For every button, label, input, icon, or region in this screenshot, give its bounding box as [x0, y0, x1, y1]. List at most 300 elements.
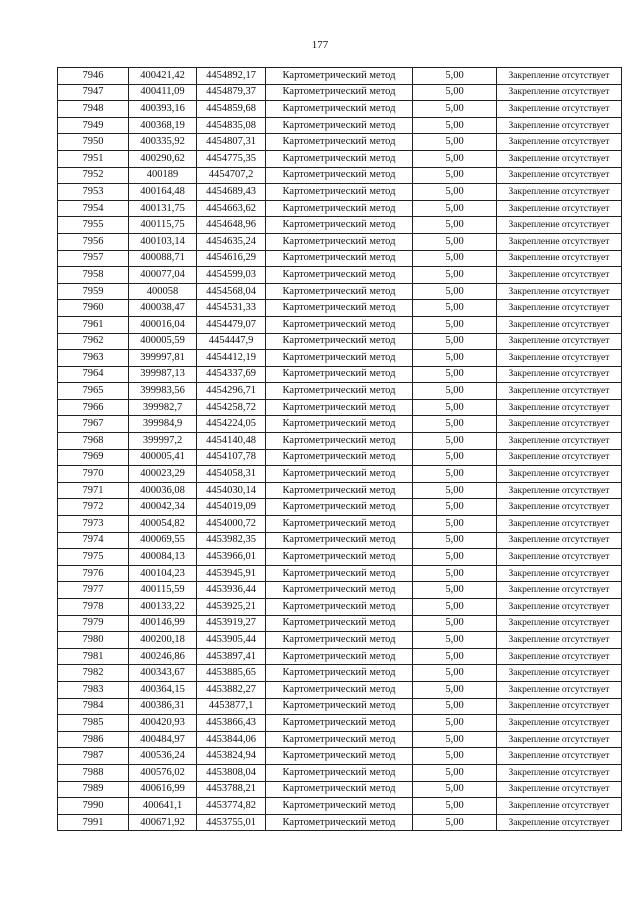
- x-coordinate-cell: 399997,2: [129, 433, 197, 450]
- x-coordinate-cell: 400036,08: [129, 482, 197, 499]
- method-cell: Картометрический метод: [266, 433, 413, 450]
- method-cell: Картометрический метод: [266, 549, 413, 566]
- accuracy-cell: 5,00: [413, 250, 497, 267]
- table-row: [58, 482, 622, 499]
- x-coordinate-cell: 400133,22: [129, 599, 197, 616]
- method-cell: Картометрический метод: [266, 350, 413, 367]
- accuracy-cell: 5,00: [413, 68, 497, 85]
- x-coordinate-cell: 400536,24: [129, 748, 197, 765]
- point-number-cell: 7990: [58, 798, 129, 815]
- fixation-cell: Закрепление отсутствует: [497, 449, 622, 466]
- method-cell: Картометрический метод: [266, 615, 413, 632]
- y-coordinate-cell: 4454663,62: [197, 200, 266, 217]
- accuracy-cell: 5,00: [413, 748, 497, 765]
- fixation-cell: Закрепление отсутствует: [497, 84, 622, 101]
- x-coordinate-cell: 399997,81: [129, 350, 197, 367]
- fixation-cell: Закрепление отсутствует: [497, 698, 622, 715]
- method-cell: Картометрический метод: [266, 399, 413, 416]
- fixation-cell: Закрепление отсутствует: [497, 68, 622, 85]
- point-number-cell: 7973: [58, 516, 129, 533]
- accuracy-cell: 5,00: [413, 798, 497, 815]
- point-number-cell: 7986: [58, 731, 129, 748]
- table-row: [58, 267, 622, 284]
- accuracy-cell: 5,00: [413, 416, 497, 433]
- table-row: [58, 416, 622, 433]
- point-number-cell: 7975: [58, 549, 129, 566]
- point-number-cell: 7963: [58, 350, 129, 367]
- accuracy-cell: 5,00: [413, 565, 497, 582]
- table-row: [58, 134, 622, 151]
- table-row: [58, 167, 622, 184]
- x-coordinate-cell: 400421,42: [129, 68, 197, 85]
- method-cell: Картометрический метод: [266, 731, 413, 748]
- method-cell: Картометрический метод: [266, 814, 413, 831]
- fixation-cell: Закрепление отсутствует: [497, 499, 622, 516]
- table-row: [58, 283, 622, 300]
- fixation-cell: Закрепление отсутствует: [497, 416, 622, 433]
- x-coordinate-cell: 400103,14: [129, 233, 197, 250]
- point-number-cell: 7958: [58, 267, 129, 284]
- x-coordinate-cell: 400484,97: [129, 731, 197, 748]
- coordinates-table-body: [58, 68, 622, 831]
- x-coordinate-cell: 400005,41: [129, 449, 197, 466]
- fixation-cell: Закрепление отсутствует: [497, 715, 622, 732]
- fixation-cell: Закрепление отсутствует: [497, 599, 622, 616]
- table-row: [58, 250, 622, 267]
- point-number-cell: 7966: [58, 399, 129, 416]
- accuracy-cell: 5,00: [413, 184, 497, 201]
- accuracy-cell: 5,00: [413, 350, 497, 367]
- point-number-cell: 7954: [58, 200, 129, 217]
- method-cell: Картометрический метод: [266, 333, 413, 350]
- fixation-cell: Закрепление отсутствует: [497, 167, 622, 184]
- x-coordinate-cell: 400115,59: [129, 582, 197, 599]
- method-cell: Картометрический метод: [266, 665, 413, 682]
- fixation-cell: Закрепление отсутствует: [497, 134, 622, 151]
- table-row: [58, 499, 622, 516]
- table-row: [58, 233, 622, 250]
- accuracy-cell: 5,00: [413, 316, 497, 333]
- fixation-cell: Закрепление отсутствует: [497, 217, 622, 234]
- method-cell: Картометрический метод: [266, 648, 413, 665]
- x-coordinate-cell: 400131,75: [129, 200, 197, 217]
- table-row: [58, 516, 622, 533]
- method-cell: Картометрический метод: [266, 466, 413, 483]
- accuracy-cell: 5,00: [413, 300, 497, 317]
- fixation-cell: Закрепление отсутствует: [497, 665, 622, 682]
- x-coordinate-cell: 400246,86: [129, 648, 197, 665]
- point-number-cell: 7985: [58, 715, 129, 732]
- y-coordinate-cell: 4454479,07: [197, 316, 266, 333]
- x-coordinate-cell: 400058: [129, 283, 197, 300]
- accuracy-cell: 5,00: [413, 532, 497, 549]
- accuracy-cell: 5,00: [413, 731, 497, 748]
- table-row: [58, 565, 622, 582]
- method-cell: Картометрический метод: [266, 764, 413, 781]
- point-number-cell: 7965: [58, 383, 129, 400]
- fixation-cell: Закрепление отсутствует: [497, 731, 622, 748]
- fixation-cell: Закрепление отсутствует: [497, 582, 622, 599]
- method-cell: Картометрический метод: [266, 499, 413, 516]
- x-coordinate-cell: 400115,75: [129, 217, 197, 234]
- table-row: [58, 200, 622, 217]
- fixation-cell: Закрепление отсутствует: [497, 615, 622, 632]
- table-row: [58, 748, 622, 765]
- y-coordinate-cell: 4454568,04: [197, 283, 266, 300]
- y-coordinate-cell: 4453905,44: [197, 632, 266, 649]
- y-coordinate-cell: 4454531,33: [197, 300, 266, 317]
- y-coordinate-cell: 4454058,31: [197, 466, 266, 483]
- y-coordinate-cell: 4454447,9: [197, 333, 266, 350]
- x-coordinate-cell: 400411,09: [129, 84, 197, 101]
- point-number-cell: 7957: [58, 250, 129, 267]
- table-row: [58, 798, 622, 815]
- point-number-cell: 7989: [58, 781, 129, 798]
- method-cell: Картометрический метод: [266, 798, 413, 815]
- y-coordinate-cell: 4454258,72: [197, 399, 266, 416]
- method-cell: Картометрический метод: [266, 316, 413, 333]
- y-coordinate-cell: 4454707,2: [197, 167, 266, 184]
- x-coordinate-cell: 400368,19: [129, 117, 197, 134]
- method-cell: Картометрический метод: [266, 599, 413, 616]
- x-coordinate-cell: 400164,48: [129, 184, 197, 201]
- y-coordinate-cell: 4453936,44: [197, 582, 266, 599]
- x-coordinate-cell: 400084,13: [129, 549, 197, 566]
- table-row: [58, 150, 622, 167]
- x-coordinate-cell: 400616,99: [129, 781, 197, 798]
- y-coordinate-cell: 4453919,27: [197, 615, 266, 632]
- accuracy-cell: 5,00: [413, 698, 497, 715]
- x-coordinate-cell: 400069,55: [129, 532, 197, 549]
- fixation-cell: Закрепление отсутствует: [497, 764, 622, 781]
- table-row: [58, 399, 622, 416]
- accuracy-cell: 5,00: [413, 233, 497, 250]
- accuracy-cell: 5,00: [413, 333, 497, 350]
- y-coordinate-cell: 4454879,37: [197, 84, 266, 101]
- method-cell: Картометрический метод: [266, 167, 413, 184]
- fixation-cell: Закрепление отсутствует: [497, 798, 622, 815]
- point-number-cell: 7982: [58, 665, 129, 682]
- fixation-cell: Закрепление отсутствует: [497, 316, 622, 333]
- y-coordinate-cell: 4453824,94: [197, 748, 266, 765]
- table-row: [58, 764, 622, 781]
- method-cell: Картометрический метод: [266, 366, 413, 383]
- point-number-cell: 7980: [58, 632, 129, 649]
- point-number-cell: 7987: [58, 748, 129, 765]
- page-number: 177: [311, 39, 329, 51]
- accuracy-cell: 5,00: [413, 433, 497, 450]
- x-coordinate-cell: 400042,34: [129, 499, 197, 516]
- point-number-cell: 7952: [58, 167, 129, 184]
- method-cell: Картометрический метод: [266, 217, 413, 234]
- fixation-cell: Закрепление отсутствует: [497, 300, 622, 317]
- y-coordinate-cell: 4454616,29: [197, 250, 266, 267]
- y-coordinate-cell: 4454107,78: [197, 449, 266, 466]
- y-coordinate-cell: 4453866,43: [197, 715, 266, 732]
- accuracy-cell: 5,00: [413, 665, 497, 682]
- accuracy-cell: 5,00: [413, 283, 497, 300]
- method-cell: Картометрический метод: [266, 698, 413, 715]
- x-coordinate-cell: 400420,93: [129, 715, 197, 732]
- table-row: [58, 449, 622, 466]
- accuracy-cell: 5,00: [413, 516, 497, 533]
- table-row: [58, 814, 622, 831]
- point-number-cell: 7974: [58, 532, 129, 549]
- fixation-cell: Закрепление отсутствует: [497, 781, 622, 798]
- method-cell: Картометрический метод: [266, 250, 413, 267]
- table-row: [58, 466, 622, 483]
- accuracy-cell: 5,00: [413, 648, 497, 665]
- x-coordinate-cell: 400576,02: [129, 764, 197, 781]
- accuracy-cell: 5,00: [413, 764, 497, 781]
- accuracy-cell: 5,00: [413, 101, 497, 118]
- fixation-cell: Закрепление отсутствует: [497, 350, 622, 367]
- x-coordinate-cell: 400088,71: [129, 250, 197, 267]
- fixation-cell: Закрепление отсутствует: [497, 267, 622, 284]
- y-coordinate-cell: 4453897,41: [197, 648, 266, 665]
- accuracy-cell: 5,00: [413, 781, 497, 798]
- point-number-cell: 7988: [58, 764, 129, 781]
- point-number-cell: 7978: [58, 599, 129, 616]
- y-coordinate-cell: 4453808,04: [197, 764, 266, 781]
- accuracy-cell: 5,00: [413, 715, 497, 732]
- table-row: [58, 781, 622, 798]
- fixation-cell: Закрепление отсутствует: [497, 565, 622, 582]
- method-cell: Картометрический метод: [266, 565, 413, 582]
- point-number-cell: 7981: [58, 648, 129, 665]
- x-coordinate-cell: 400364,15: [129, 681, 197, 698]
- method-cell: Картометрический метод: [266, 681, 413, 698]
- point-number-cell: 7953: [58, 184, 129, 201]
- y-coordinate-cell: 4454019,09: [197, 499, 266, 516]
- method-cell: Картометрический метод: [266, 233, 413, 250]
- point-number-cell: 7948: [58, 101, 129, 118]
- table-row: [58, 698, 622, 715]
- accuracy-cell: 5,00: [413, 150, 497, 167]
- accuracy-cell: 5,00: [413, 399, 497, 416]
- method-cell: Картометрический метод: [266, 150, 413, 167]
- y-coordinate-cell: 4454775,35: [197, 150, 266, 167]
- method-cell: Картометрический метод: [266, 516, 413, 533]
- x-coordinate-cell: 400077,04: [129, 267, 197, 284]
- table-row: [58, 731, 622, 748]
- y-coordinate-cell: 4454835,08: [197, 117, 266, 134]
- y-coordinate-cell: 4454807,31: [197, 134, 266, 151]
- method-cell: Картометрический метод: [266, 101, 413, 118]
- method-cell: Картометрический метод: [266, 715, 413, 732]
- fixation-cell: Закрепление отсутствует: [497, 516, 622, 533]
- table-row: [58, 615, 622, 632]
- accuracy-cell: 5,00: [413, 167, 497, 184]
- y-coordinate-cell: 4454296,71: [197, 383, 266, 400]
- fixation-cell: Закрепление отсутствует: [497, 549, 622, 566]
- accuracy-cell: 5,00: [413, 84, 497, 101]
- fixation-cell: Закрепление отсутствует: [497, 283, 622, 300]
- table-row: [58, 433, 622, 450]
- point-number-cell: 7967: [58, 416, 129, 433]
- method-cell: Картометрический метод: [266, 300, 413, 317]
- fixation-cell: Закрепление отсутствует: [497, 482, 622, 499]
- table-row: [58, 184, 622, 201]
- y-coordinate-cell: 4454599,03: [197, 267, 266, 284]
- table-row: [58, 300, 622, 317]
- x-coordinate-cell: 400189: [129, 167, 197, 184]
- fixation-cell: Закрепление отсутствует: [497, 632, 622, 649]
- y-coordinate-cell: 4454030,14: [197, 482, 266, 499]
- y-coordinate-cell: 4453788,21: [197, 781, 266, 798]
- y-coordinate-cell: 4453882,27: [197, 681, 266, 698]
- point-number-cell: 7955: [58, 217, 129, 234]
- accuracy-cell: 5,00: [413, 582, 497, 599]
- table-row: [58, 681, 622, 698]
- method-cell: Картометрический метод: [266, 267, 413, 284]
- method-cell: Картометрический метод: [266, 416, 413, 433]
- fixation-cell: Закрепление отсутствует: [497, 101, 622, 118]
- accuracy-cell: 5,00: [413, 482, 497, 499]
- y-coordinate-cell: 4453755,01: [197, 814, 266, 831]
- x-coordinate-cell: 400343,67: [129, 665, 197, 682]
- accuracy-cell: 5,00: [413, 134, 497, 151]
- point-number-cell: 7984: [58, 698, 129, 715]
- y-coordinate-cell: 4453877,1: [197, 698, 266, 715]
- x-coordinate-cell: 400393,16: [129, 101, 197, 118]
- y-coordinate-cell: 4453774,82: [197, 798, 266, 815]
- y-coordinate-cell: 4453885,65: [197, 665, 266, 682]
- accuracy-cell: 5,00: [413, 632, 497, 649]
- method-cell: Картометрический метод: [266, 748, 413, 765]
- x-coordinate-cell: 399982,7: [129, 399, 197, 416]
- table-row: [58, 532, 622, 549]
- point-number-cell: 7991: [58, 814, 129, 831]
- fixation-cell: Закрепление отсутствует: [497, 399, 622, 416]
- table-row: [58, 333, 622, 350]
- y-coordinate-cell: 4453982,35: [197, 532, 266, 549]
- point-number-cell: 7960: [58, 300, 129, 317]
- y-coordinate-cell: 4453925,21: [197, 599, 266, 616]
- table-row: [58, 316, 622, 333]
- accuracy-cell: 5,00: [413, 217, 497, 234]
- fixation-cell: Закрепление отсутствует: [497, 532, 622, 549]
- table-row: [58, 350, 622, 367]
- fixation-cell: Закрепление отсутствует: [497, 333, 622, 350]
- accuracy-cell: 5,00: [413, 599, 497, 616]
- accuracy-cell: 5,00: [413, 117, 497, 134]
- point-number-cell: 7946: [58, 68, 129, 85]
- y-coordinate-cell: 4453844,06: [197, 731, 266, 748]
- method-cell: Картометрический метод: [266, 117, 413, 134]
- table-row: [58, 117, 622, 134]
- table-row: [58, 665, 622, 682]
- point-number-cell: 7976: [58, 565, 129, 582]
- point-number-cell: 7961: [58, 316, 129, 333]
- accuracy-cell: 5,00: [413, 615, 497, 632]
- accuracy-cell: 5,00: [413, 366, 497, 383]
- x-coordinate-cell: 400641,1: [129, 798, 197, 815]
- x-coordinate-cell: 400054,82: [129, 516, 197, 533]
- table-row: [58, 549, 622, 566]
- fixation-cell: Закрепление отсутствует: [497, 117, 622, 134]
- fixation-cell: Закрепление отсутствует: [497, 383, 622, 400]
- coordinates-table: [57, 67, 622, 831]
- x-coordinate-cell: 400335,92: [129, 134, 197, 151]
- y-coordinate-cell: 4453945,91: [197, 565, 266, 582]
- accuracy-cell: 5,00: [413, 449, 497, 466]
- method-cell: Картометрический метод: [266, 134, 413, 151]
- x-coordinate-cell: 400005,59: [129, 333, 197, 350]
- method-cell: Картометрический метод: [266, 632, 413, 649]
- method-cell: Картометрический метод: [266, 449, 413, 466]
- x-coordinate-cell: 399987,13: [129, 366, 197, 383]
- table-row: [58, 366, 622, 383]
- method-cell: Картометрический метод: [266, 84, 413, 101]
- point-number-cell: 7969: [58, 449, 129, 466]
- y-coordinate-cell: 4454140,48: [197, 433, 266, 450]
- x-coordinate-cell: 400200,18: [129, 632, 197, 649]
- y-coordinate-cell: 4454635,24: [197, 233, 266, 250]
- fixation-cell: Закрепление отсутствует: [497, 748, 622, 765]
- x-coordinate-cell: 400290,62: [129, 150, 197, 167]
- point-number-cell: 7962: [58, 333, 129, 350]
- point-number-cell: 7983: [58, 681, 129, 698]
- fixation-cell: Закрепление отсутствует: [497, 681, 622, 698]
- y-coordinate-cell: 4454337,69: [197, 366, 266, 383]
- table-row: [58, 648, 622, 665]
- point-number-cell: 7950: [58, 134, 129, 151]
- fixation-cell: Закрепление отсутствует: [497, 184, 622, 201]
- x-coordinate-cell: 400386,31: [129, 698, 197, 715]
- accuracy-cell: 5,00: [413, 499, 497, 516]
- table-row: [58, 68, 622, 85]
- point-number-cell: 7947: [58, 84, 129, 101]
- fixation-cell: Закрепление отсутствует: [497, 814, 622, 831]
- y-coordinate-cell: 4454892,17: [197, 68, 266, 85]
- accuracy-cell: 5,00: [413, 814, 497, 831]
- method-cell: Картометрический метод: [266, 184, 413, 201]
- fixation-cell: Закрепление отсутствует: [497, 150, 622, 167]
- fixation-cell: Закрепление отсутствует: [497, 233, 622, 250]
- point-number-cell: 7951: [58, 150, 129, 167]
- table-row: [58, 599, 622, 616]
- y-coordinate-cell: 4454648,96: [197, 217, 266, 234]
- method-cell: Картометрический метод: [266, 68, 413, 85]
- point-number-cell: 7968: [58, 433, 129, 450]
- x-coordinate-cell: 399984,9: [129, 416, 197, 433]
- accuracy-cell: 5,00: [413, 383, 497, 400]
- fixation-cell: Закрепление отсутствует: [497, 200, 622, 217]
- point-number-cell: 7979: [58, 615, 129, 632]
- method-cell: Картометрический метод: [266, 532, 413, 549]
- table-row: [58, 632, 622, 649]
- x-coordinate-cell: 400016,04: [129, 316, 197, 333]
- x-coordinate-cell: 400146,99: [129, 615, 197, 632]
- table-row: [58, 383, 622, 400]
- method-cell: Картометрический метод: [266, 781, 413, 798]
- fixation-cell: Закрепление отсутствует: [497, 366, 622, 383]
- y-coordinate-cell: 4454689,43: [197, 184, 266, 201]
- point-number-cell: 7971: [58, 482, 129, 499]
- table-row: [58, 84, 622, 101]
- fixation-cell: Закрепление отсутствует: [497, 466, 622, 483]
- point-number-cell: 7964: [58, 366, 129, 383]
- x-coordinate-cell: 400023,29: [129, 466, 197, 483]
- accuracy-cell: 5,00: [413, 200, 497, 217]
- y-coordinate-cell: 4454412,19: [197, 350, 266, 367]
- y-coordinate-cell: 4454000,72: [197, 516, 266, 533]
- accuracy-cell: 5,00: [413, 466, 497, 483]
- method-cell: Картометрический метод: [266, 482, 413, 499]
- point-number-cell: 7949: [58, 117, 129, 134]
- x-coordinate-cell: 400038,47: [129, 300, 197, 317]
